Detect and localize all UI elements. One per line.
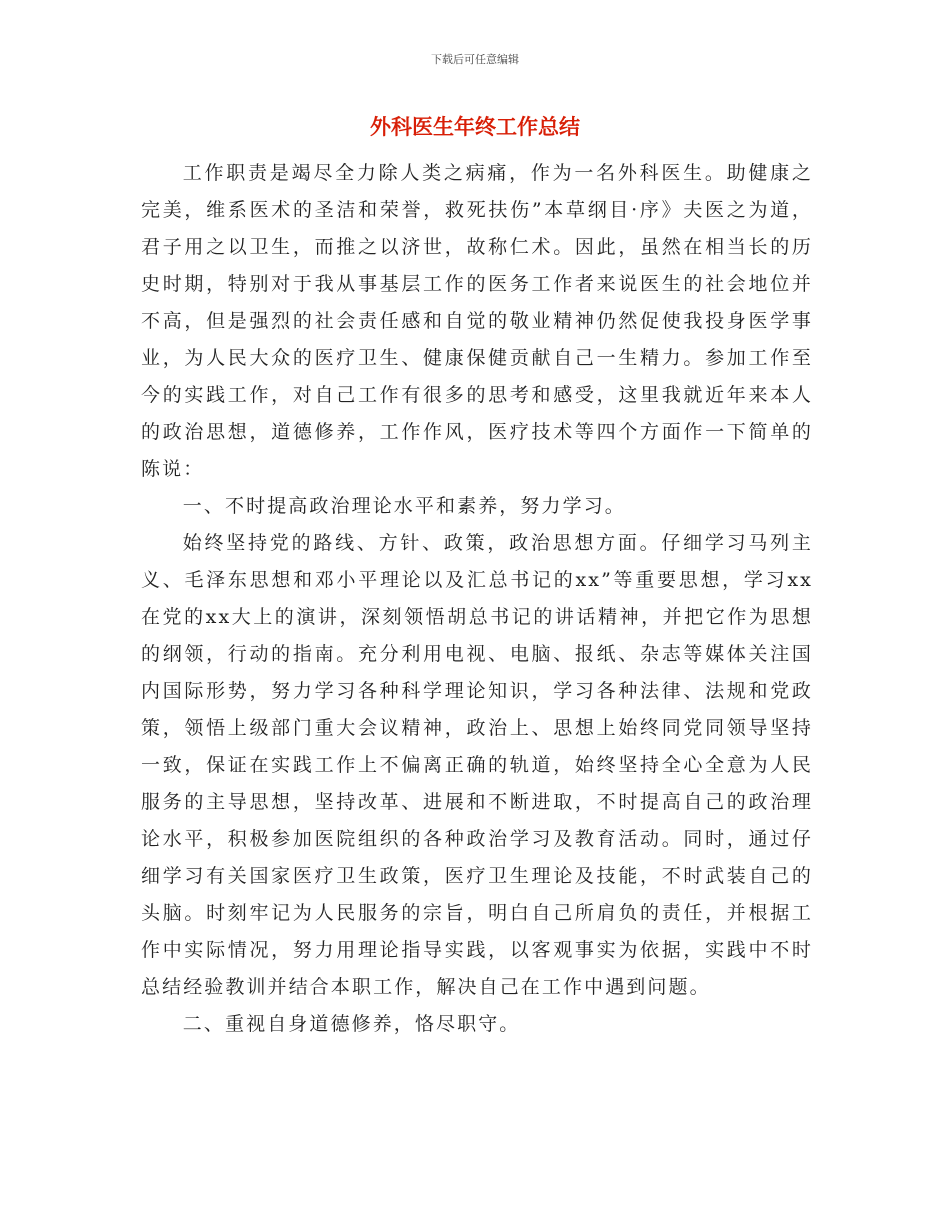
document-title: 外科医生年终工作总结 — [370, 115, 580, 139]
paragraph-section-1: 始终坚持党的路线、方针、政策，政治思想方面。仔细学习马列主义、毛泽东思想和邓小平理论以及汇总书记的xx”等重要思想，学习xx在党的xx大上的演讲，深刻领悟胡总书记的讲话精神，并把它作为思想的纲领，行动的指南。充分利用电视、电脑、报纸、杂志等媒体关注国内国际形势，努力学习各种科学理论知识，学习各种法律、法规和党政策，领悟上级部门重大会议精神，政治上、思想上始终同党同领导坚持一致，保证在实践工作上不偏离正确的轨道，始终坚持全心全意为人民服务的主导思想，坚持改革、进展和不断进取，不时提高自己的政治理论水平，积极参加医院组织的各种政治学习及教育活动。同时，通过仔细学习有关国家医疗卫生政策，医疗卫生理论及技能，不时武装自己的头脑。时刻牢记为人民服务的宗旨，明白自己所肩负的责任，并根据工作中实际情况，努力用理论指导实践，以客观事实为依据，实践中不时总结经验教训并结合本职工作，解决自己在工作中遇到问题。 — [141, 532, 813, 998]
document-body — [141, 155, 813, 1043]
page-header-note: 下载后可任意编辑 — [431, 53, 519, 66]
paragraph-intro: 工作职责是竭尽全力除人类之病痛，作为一名外科医生。助健康之完美，维系医术的圣洁和荣誉，救死扶伤”本草纲目·序》夫医之为道，君子用之以卫生，而推之以济世，故称仁术。因此，虽然在相当长的历史时期，特别对于我从事基层工作的医务工作者来说医生的社会地位并不高，但是强烈的社会责任感和自觉的敬业精神仍然促使我投身医学事业，为人民大众的医疗卫生、健康保健贡献自己一生精力。参加工作至今的实践工作，对自己工作有很多的思考和感受，这里我就近年来本人的政治思想，道德修养，工作作风，医疗技术等四个方面作一下简单的陈说： — [141, 162, 813, 480]
section-heading-2: 二、重视自身道德修养，恪尽职守。 — [182, 1013, 521, 1035]
section-heading-1: 一、不时提高政治理论水平和素养，努力学习。 — [182, 495, 626, 517]
